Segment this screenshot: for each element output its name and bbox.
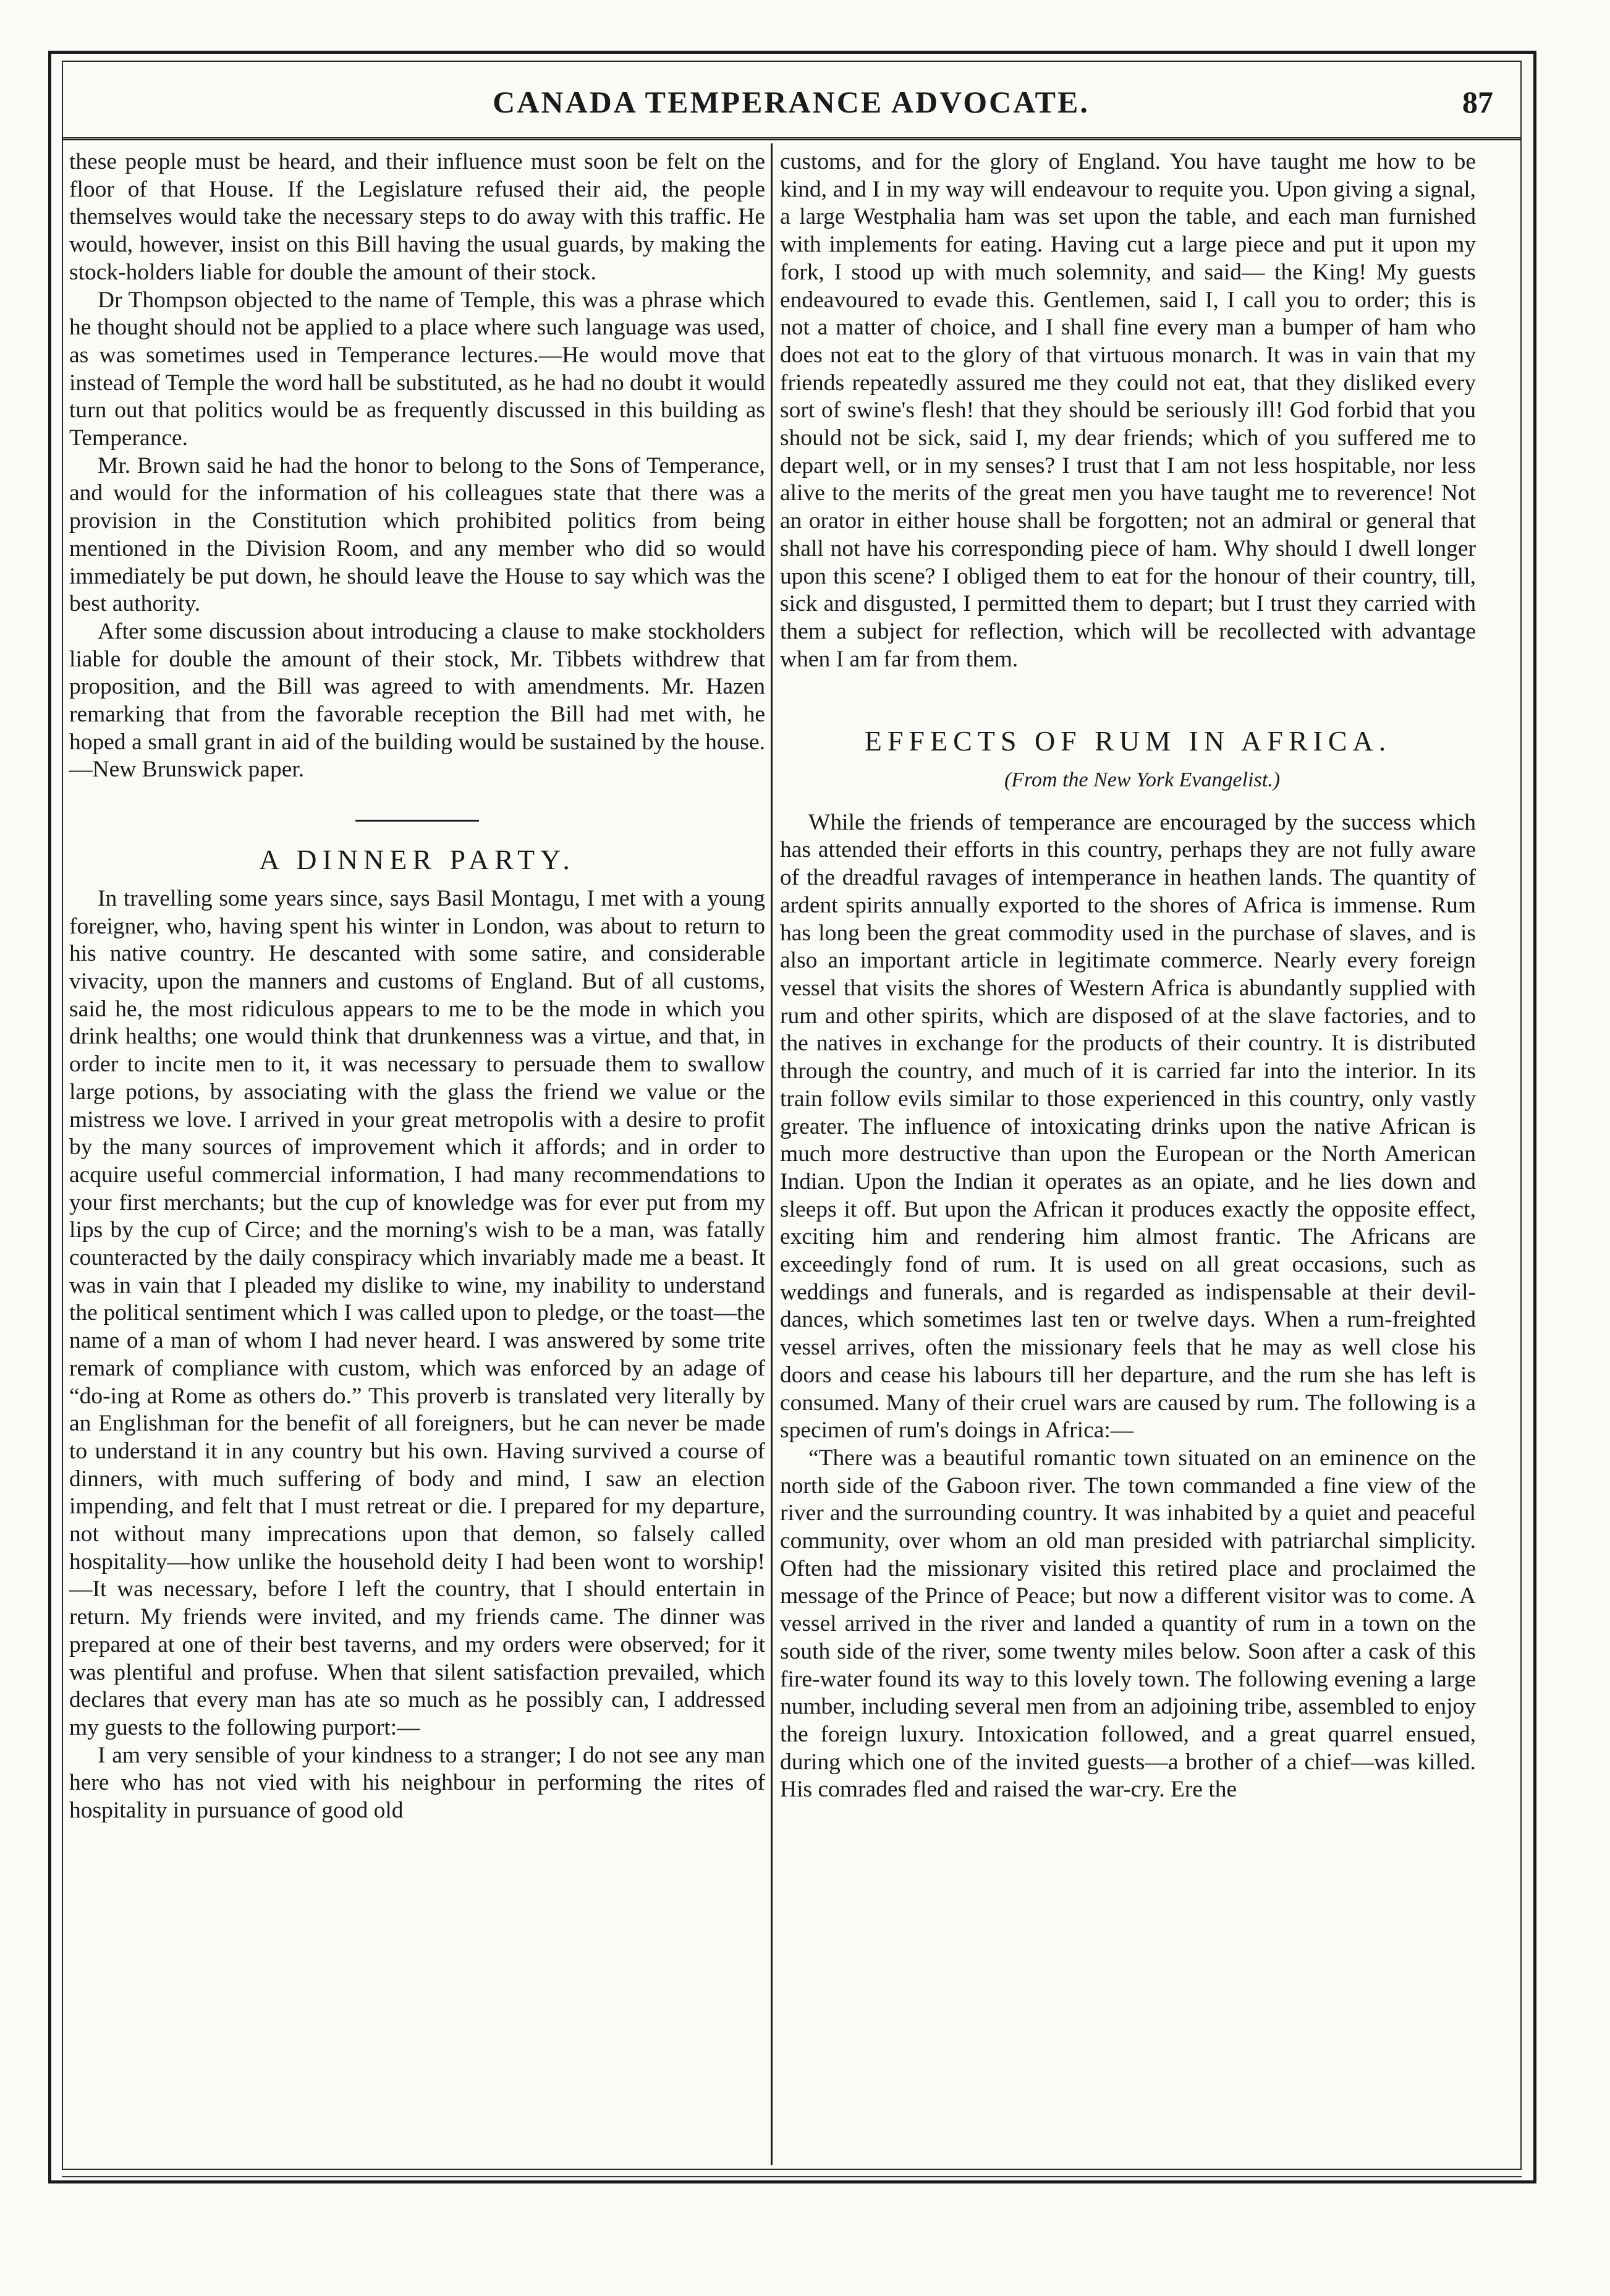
article-heading: EFFECTS OF RUM IN AFRICA. <box>864 725 1392 757</box>
paragraph: Dr Thompson objected to the name of Temple, this was a phrase which he thought should not be applied to a place where such language was used, as was sometimes used in Temperance lectures.—He would move that instead of Temple the word hall be substituted, as he had no doubt it would turn out that politics would be as frequently discussed in this building as Temperance. <box>69 287 765 451</box>
column-divider <box>771 143 773 2165</box>
running-title: CANADA TEMPERANCE ADVOCATE. <box>493 85 1090 119</box>
right-column <box>780 148 1476 1804</box>
bottom-rule <box>62 2176 1522 2177</box>
left-column <box>69 148 765 1825</box>
page-number: 87 <box>1462 85 1493 119</box>
running-header <box>68 79 1514 138</box>
paragraph: In travelling some years since, says Basil Montagu, I met with a young foreigner, who, having spent his winter in London, was about to return to his native country. He descanted with some satire, and considerable vivacity, upon the manners and customs of England. But of all customs, said he, the most ridiculous appears to me to be the mode in which you drink healths; one would think that drunkenness was a virtue, and that, in order to incite men to it, it was necessary to persuade them to swallow large potions, by associating with the glass the friend we value or the mistress we love. I arrived in your great metropolis with a desire to profit by the many sources of improvement which it affords; and in order to acquire useful commercial information, I had many recommendations to your first merchants; but the cup of knowledge was for ever put from my lips by the cup of Circe; and the morning's wish to be a man, was fatally counteracted by the daily conspiracy which invariably made me a beast. It was in vain that I pleaded my dislike to wine, my inability to understand the political sentiment which I was called upon to pledge, or the toast—the name of a man of whom I had never heard. I was answered by some trite remark of compliance with custom, which was enforced by an adage of “do-ing at Rome as others do.” This proverb is translated very literally by an Englishman for the benefit of all foreigners, but he can never be made to understand it in any country but his own. Having survived a course of dinners, with much suffering of body and mind, I saw an election impending, and felt that I must retreat or die. I prepared for my departure, not without many imprecations upon that demon, so falsely called hospitality—how unlike the household deity I had been wont to worship!—It was necessary, before I left the country, that I should entertain in return. My friends were invited, and my friends came. The dinner was prepared at one of their best taverns, and my orders were observed; for it was plentiful and profuse. When that silent satisfaction prevailed, which declares that every man has ate so much as he possibly can, I addressed my guests to the following purport:— <box>69 885 765 1740</box>
header-rule <box>62 137 1522 140</box>
section-separator <box>355 820 479 822</box>
paragraph: these people must be heard, and their influence must soon be felt on the floor of that House. If the Legislature refused their aid, the people themselves would take the necessary steps to do away with this traffic. He would, however, insist on this Bill having the usual guards, by making the stock-holders liable for double the amount of their stock. <box>69 149 765 285</box>
paragraph: “There was a beautiful romantic town situated on an eminence on the north side of the Gaboon river. The town commanded a fine view of the river and the surrounding country. It was inhabited by a quiet and peaceful community, over whom an old man presided with patriarchal simplicity. Often had the missionary visited this retired place and proclaimed the message of the Prince of Peace; but now a different visitor was to come. A vessel arrived in the river and landed a quantity of rum in a town on the south side of the river, some twenty miles below. Soon after a cask of this fire-water found its way to this lovely town. The following evening a large number, including several men from an adjoining tribe, assembled to enjoy the foreign luxury. Intoxication followed, and a great quarrel ensued, during which one of the invited guests—a brother of a chief—was killed. His comrades fled and raised the war-cry. Ere the <box>780 1445 1476 1803</box>
article-source: (From the New York Evangelist.) <box>1004 768 1281 792</box>
paragraph: Mr. Brown said he had the honor to belong to the Sons of Temperance, and would for the information of his colleagues state that there was a provision in the Constitution which prohibited politics from being mentioned in the Division Room, and any member who did so would immediately be put down, he should leave the House to say which was the best authority. <box>69 453 765 617</box>
paragraph: After some discussion about introducing a clause to make stockholders liable for double the amount of their stock, Mr. Tibbets withdrew that proposition, and the Bill was agreed to with amendments. Mr. Hazen remarking that from the favorable reception the Bill had met with, he hoped a small grant in aid of the building would be sustained by the house. —New Brunswick paper. <box>69 618 765 783</box>
spacer <box>780 673 1476 709</box>
paragraph: I am very sensible of your kindness to a stranger; I do not see any man here who has not vied with his neighbour in performing the rites of hospitality in pursuance of good old <box>69 1742 765 1824</box>
paragraph: customs, and for the glory of England. You have taught me how to be kind, and I in my way will endeavour to requite you. Upon giving a signal, a large Westphalia ham was set upon the table, and each man furnished with implements for eating. Having cut a large piece and put it upon my fork, I stood up with much solemnity, and said— the King! My guests endeavoured to evade this. Gentlemen, said I, I call you to order; this is not a matter of choice, and I shall fine every man a bumper of ham who does not eat to the glory of that virtuous monarch. It was in vain that my friends repeatedly assured me they could not eat, that they disliked every sort of swine's flesh! that they should be seriously ill! God forbid that you should not be sick, said I, my dear friends; which of you suffered me to depart well, or in my senses? I trust that I am not less hospitable, nor less alive to the merits of the great men you have taught me to reverence! Not an orator in either house shall be forgotten; not an admiral or general that shall not have his corresponding piece of ham. Why should I dwell longer upon this scene? I obliged them to eat for the honour of their country, till, sick and disgusted, I permitted them to depart; but I trust they carried with them a subject for reflection, which will be recollected with advantage when I am far from them. <box>780 149 1476 672</box>
article-heading: A DINNER PARTY. <box>259 844 575 876</box>
paragraph: While the friends of temperance are encouraged by the success which has attended their efforts in this country, perhaps they are not fully aware of the dreadful ravages of intemperance in heathen lands. The quantity of ardent spirits annually exported to the shores of Africa is immense. Rum has long been the great commodity used in the purchase of slaves, and is also an important article in legitimate commerce. Nearly every foreign vessel that visits the shores of Western Africa is abundantly supplied with rum and other spirits, which are disposed of at the slave factories, and to the natives in exchange for the products of their country. It is distributed through the country, and much of it is carried far into the interior. In its train follow evils similar to those experienced in this country, only vastly greater. The influence of intoxicating drinks upon the native African is much more destructive than upon the European or the North American Indian. Upon the Indian it operates as an opiate, and he lies down and sleeps it off. But upon the African it produces exactly the opposite effect, exciting him and rendering him almost frantic. The Africans are exceedingly fond of rum. It is used on all great occasions, such as weddings and funerals, and is regarded as indispensable at their devil-dances, which sometimes last ten or twelve days. When a rum-freighted vessel arrives, often the missionary feels that he may as well close his doors and cease his labours till her departure, and the rum she has left is consumed. Many of their cruel wars are caused by rum. The following is a specimen of rum's doings in Africa:— <box>780 809 1476 1444</box>
